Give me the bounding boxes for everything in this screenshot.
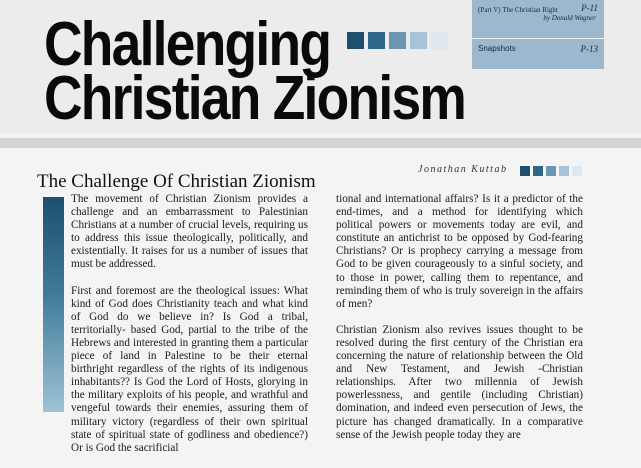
- toc-entry-page: P-11: [581, 3, 598, 13]
- article-author: Jonathan Kuttab: [418, 164, 508, 175]
- article-title: The Challenge Of Christian Zionism: [37, 171, 316, 192]
- swatch: [410, 32, 427, 49]
- toc-entry-title: (Part V) The Christian Right: [478, 6, 558, 14]
- toc-entry-title: Snapshots: [478, 44, 516, 53]
- toc-entry-page: P-13: [580, 44, 598, 54]
- article-paragraph: Christian Zionism also revives issues thought to be resolved during the first century of the Christian era concerning the nature of relationship between the Old and New Testament, and Jewish -Christian relationships. After two millennia of Jewish powerlessness, and gentile (including Christian) domination, and indeed even persecution of Jews, the picture has changed dramatically. In a comparative sense of the Jewish people today they are: [336, 323, 583, 441]
- swatch: [572, 166, 582, 176]
- swatch: [559, 166, 569, 176]
- divider-bar: [0, 138, 641, 148]
- swatch: [368, 32, 385, 49]
- color-swatch-strip-small: [520, 166, 582, 176]
- swatch: [546, 166, 556, 176]
- swatch: [533, 166, 543, 176]
- article-column-right: [336, 193, 583, 455]
- article-column-left: [71, 193, 308, 468]
- masthead-line-1: Challenging: [44, 10, 331, 79]
- swatch: [389, 32, 406, 49]
- article-paragraph: tional and international affairs? Is it a predictor of the end-times, and a method for identifying which political powers or movements today are evil, and constitute an antichrist to be opposed by God-fearing Christians? Or is prophecy carrying a message from God to be given courageously to a sinful society, and to those in power, calling them to repentance, and reminding them of who is truly sovereign in the affairs of men?: [336, 193, 583, 310]
- toc-divider: [472, 38, 604, 39]
- masthead-line-2: Christian Zionism: [44, 64, 466, 133]
- accent-bar: [43, 197, 64, 412]
- toc-entry[interactable]: [478, 44, 598, 53]
- swatch: [347, 32, 364, 49]
- article-paragraph: The movement of Christian Zionism provides a challenge and an embarrassment to Palestinian Christians at a number of crucial levels, requiring us to address this issue theologically, politically, and existentially. It raises for us a number of issues that must be addressed.: [71, 193, 308, 271]
- swatch: [520, 166, 530, 176]
- color-swatch-strip: [347, 32, 448, 49]
- table-of-contents: [472, 0, 604, 69]
- swatch: [431, 32, 448, 49]
- article-paragraph: First and foremost are the theological issues: What kind of God does Christianity teach and what kind of God do we believe in? Is God a tribal, territorially- based God, partial to the tribe of the Hebrews and interested in granting them a particular piece of land in Palestine to be their eternal birthright regardless of the rights of its indigenous inhabitants?? Is God the Lord of Hosts, glorying in the military exploits of his people, and wrathful and vengeful towards their enemies, assuring them of military victory (regardless of their own spiritual state of spiritual state of godliness and obedience?) Or is God the sacrificial: [71, 284, 308, 454]
- toc-entry-byline: by Donald Wagner: [543, 14, 596, 22]
